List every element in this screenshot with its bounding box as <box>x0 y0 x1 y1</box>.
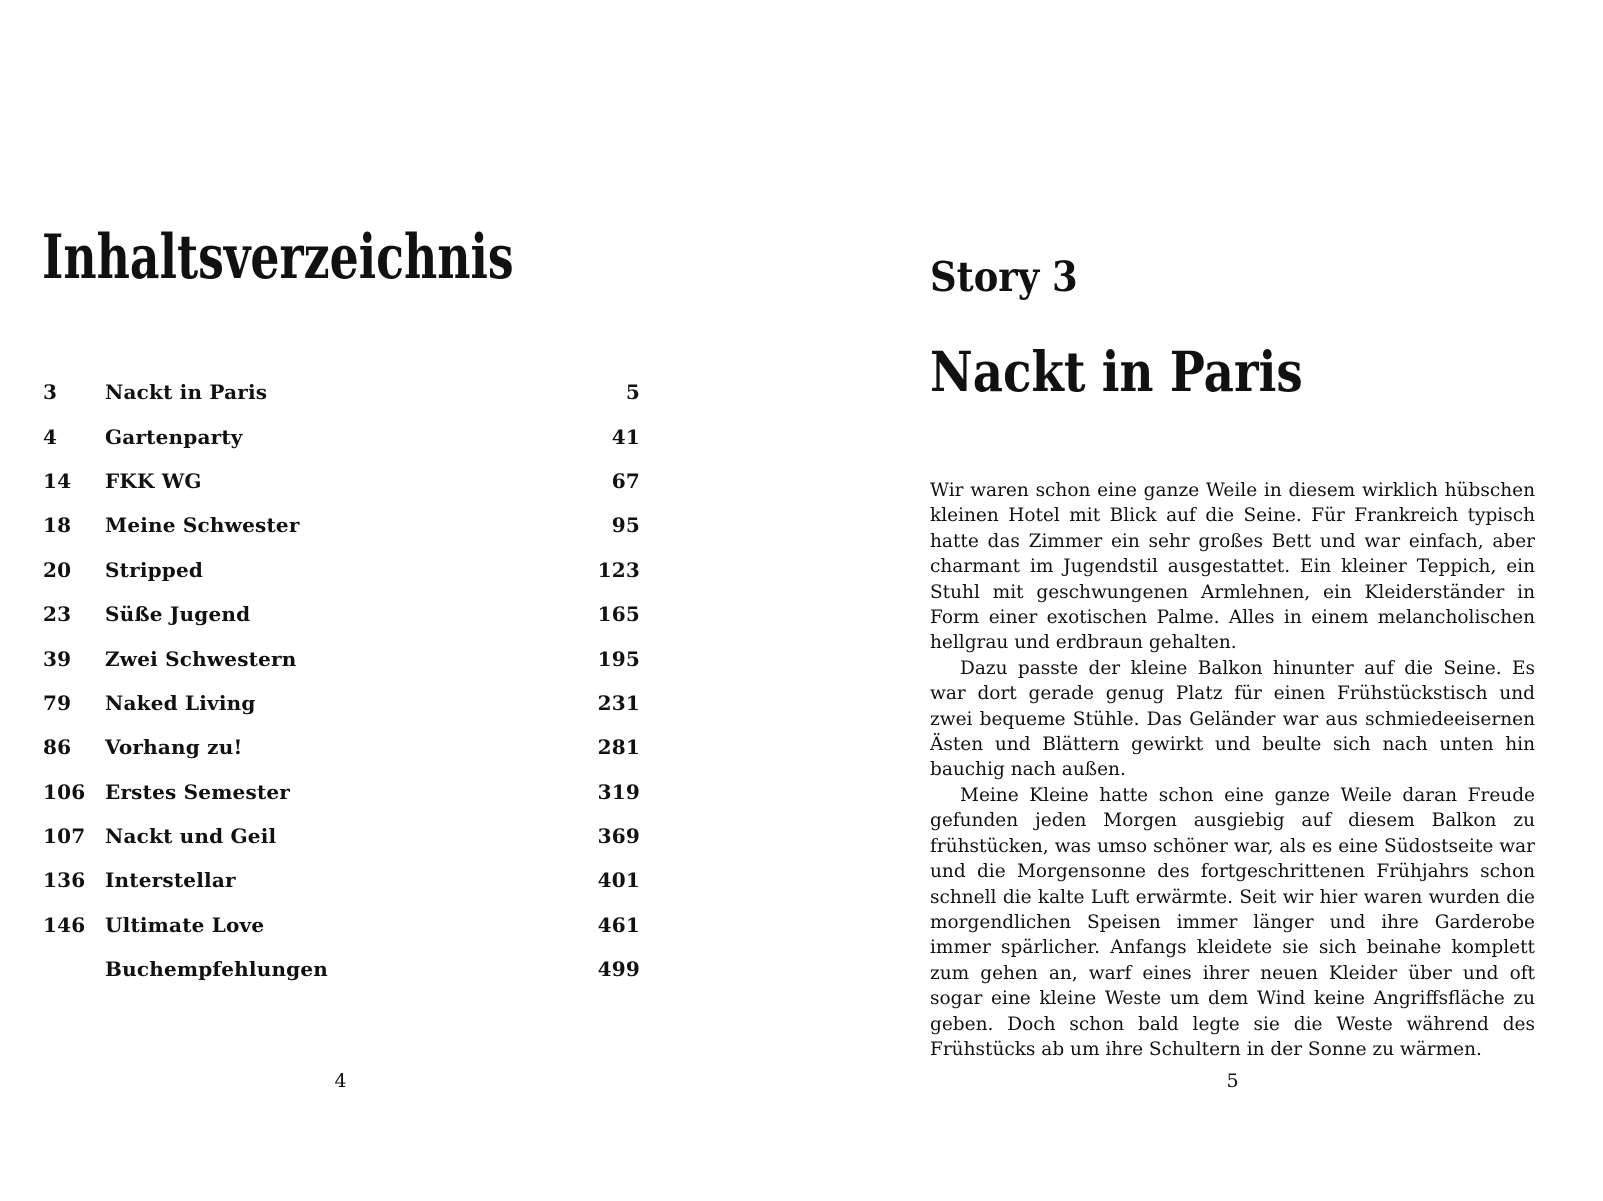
toc-page-number: 231 <box>597 690 640 715</box>
toc-row <box>43 459 640 503</box>
toc-page-number: 165 <box>597 602 640 627</box>
toc-row <box>43 370 640 414</box>
toc-row <box>43 414 640 458</box>
toc-chapter-number: 14 <box>43 468 72 493</box>
left-page-number: 4 <box>334 1070 347 1092</box>
toc-chapter-title: Buchempfehlungen <box>105 957 329 982</box>
toc-list <box>43 370 640 991</box>
toc-chapter-title: Ultimate Love <box>105 912 265 937</box>
toc-chapter-number: 86 <box>43 735 72 760</box>
toc-row <box>43 947 640 991</box>
toc-chapter-title: Erstes Semester <box>105 779 291 804</box>
toc-page-number: 319 <box>597 779 640 804</box>
toc-page-number: 369 <box>597 824 640 849</box>
toc-page-number: 67 <box>611 468 640 493</box>
story-body <box>930 478 1535 1062</box>
toc-chapter-number: 18 <box>43 513 72 538</box>
toc-chapter-title: Nackt in Paris <box>105 380 268 405</box>
toc-chapter-number: 106 <box>43 779 86 804</box>
toc-chapter-title: Vorhang zu! <box>105 735 243 760</box>
story-title: Nackt in Paris <box>930 339 1303 404</box>
toc-chapter-number: 39 <box>43 646 72 671</box>
toc-row <box>43 636 640 680</box>
toc-chapter-number: 4 <box>43 424 58 449</box>
toc-chapter-number: 3 <box>43 380 58 405</box>
toc-row <box>43 903 640 947</box>
right-page-number: 5 <box>1226 1070 1239 1092</box>
toc-row <box>43 681 640 725</box>
story-paragraph: Meine Kleine hatte schon eine ganze Weile daran Freude gefunden jeden Morgen ausgiebig auf diesem Balkon zu frühstücken, was umso schöner war, als es eine Südostseite war und die Morgensonne des fortgeschrittenen Frühjahrs schon schnell die kalte Luft erwärmte. Seit wir hier waren wurden die morgendlichen Speisen immer länger und ihre Garderobe immer spärlicher. Anfangs kleidete sie sich beinahe komplett zum gehen an, warf eines ihrer neuen Kleider über und oft sogar eine kleine Weste um dem Wind keine Angriffsfläche zu geben. Doch schon bald legte sie die Weste während des Frühstücks ab um ihre Schultern in der Sonne zu wärmen. <box>930 784 1535 1060</box>
toc-chapter-number: 146 <box>43 912 86 937</box>
toc-page-number: 499 <box>597 957 640 982</box>
toc-title: Inhaltsverzeichnis <box>42 222 514 293</box>
toc-chapter-title: Süße Jugend <box>105 602 251 627</box>
toc-chapter-title: Gartenparty <box>105 424 243 449</box>
toc-row <box>43 503 640 547</box>
toc-page-number: 95 <box>611 513 640 538</box>
story-paragraph: Dazu passte der kleine Balkon hinunter auf die Seine. Es war dort gerade genug Platz für einen Frühstückstisch und zwei bequeme Stühle. Das Geländer war aus schmiedeeisernen Ästen und Blättern gewirkt und beulte sich nach unten hin bauchig nach außen. <box>930 657 1535 781</box>
story-kicker: Story 3 <box>930 253 1078 301</box>
toc-chapter-number: 23 <box>43 602 72 627</box>
toc-row <box>43 858 640 902</box>
toc-chapter-title: Stripped <box>105 557 204 582</box>
toc-page-number: 5 <box>625 380 640 405</box>
toc-chapter-title: FKK WG <box>105 468 202 493</box>
toc-chapter-number: 136 <box>43 868 86 893</box>
toc-chapter-title: Naked Living <box>105 690 256 715</box>
toc-row <box>43 592 640 636</box>
toc-chapter-title: Nackt und Geil <box>105 824 277 849</box>
toc-page-number: 195 <box>597 646 640 671</box>
toc-row <box>43 548 640 592</box>
toc-chapter-title: Zwei Schwestern <box>105 646 297 671</box>
toc-row <box>43 770 640 814</box>
toc-chapter-number: 79 <box>43 690 72 715</box>
toc-chapter-title: Meine Schwester <box>105 513 300 538</box>
toc-chapter-number: 20 <box>43 557 72 582</box>
story-paragraph: Wir waren schon eine ganze Weile in diesem wirklich hübschen kleinen Hotel mit Blick auf die Seine. Für Frankreich typisch hatte das Zimmer ein sehr großes Bett und war einfach, aber charmant im Jugendstil ausgestattet. Ein kleiner Teppich, ein Stuhl mit geschwungenen Armlehnen, ein Kleiderständer in Form einer exotischen Palme. Alles in einem melancholischen hellgrau und erdbraun gehalten. <box>930 480 1535 654</box>
toc-page-number: 461 <box>597 912 640 937</box>
toc-row <box>43 725 640 769</box>
toc-page-number: 123 <box>597 557 640 582</box>
toc-row <box>43 814 640 858</box>
toc-page-number: 401 <box>597 868 640 893</box>
toc-chapter-number: 107 <box>43 824 86 849</box>
toc-page-number: 41 <box>611 424 640 449</box>
toc-page-number: 281 <box>597 735 640 760</box>
toc-chapter-title: Interstellar <box>105 868 236 893</box>
